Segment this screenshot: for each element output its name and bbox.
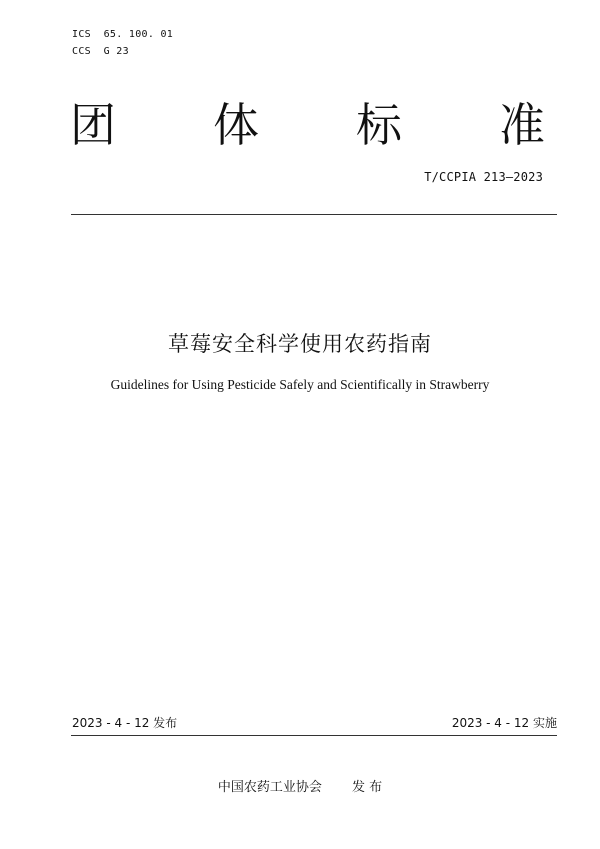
- standard-number: T/CCPIA 213—2023: [424, 170, 543, 184]
- title-char-3: 标: [356, 98, 402, 152]
- publisher-action: 发 布: [351, 780, 383, 795]
- ics-code: ICS 65. 100. 01: [72, 29, 174, 40]
- implementation-date: 2023 - 4 - 12 实施: [451, 716, 557, 730]
- title-char-2: 体: [213, 98, 259, 152]
- title-char-1: 团: [70, 98, 116, 152]
- title-char-4: 准: [499, 98, 545, 152]
- english-title: Guidelines for Using Pesticide Safely and Scientifically in Strawberry: [110, 377, 490, 392]
- issue-date: 2023 - 4 - 12 发布: [72, 716, 178, 730]
- publisher-line: [0, 776, 600, 795]
- ccs-code: CCS G 23: [72, 46, 129, 57]
- publisher-name: 中国农药工业协会: [217, 780, 322, 795]
- top-divider: [71, 214, 557, 215]
- document-type-title: [70, 97, 545, 153]
- bottom-divider: [71, 735, 557, 736]
- chinese-title: 草莓安全科学使用农药指南: [168, 332, 432, 356]
